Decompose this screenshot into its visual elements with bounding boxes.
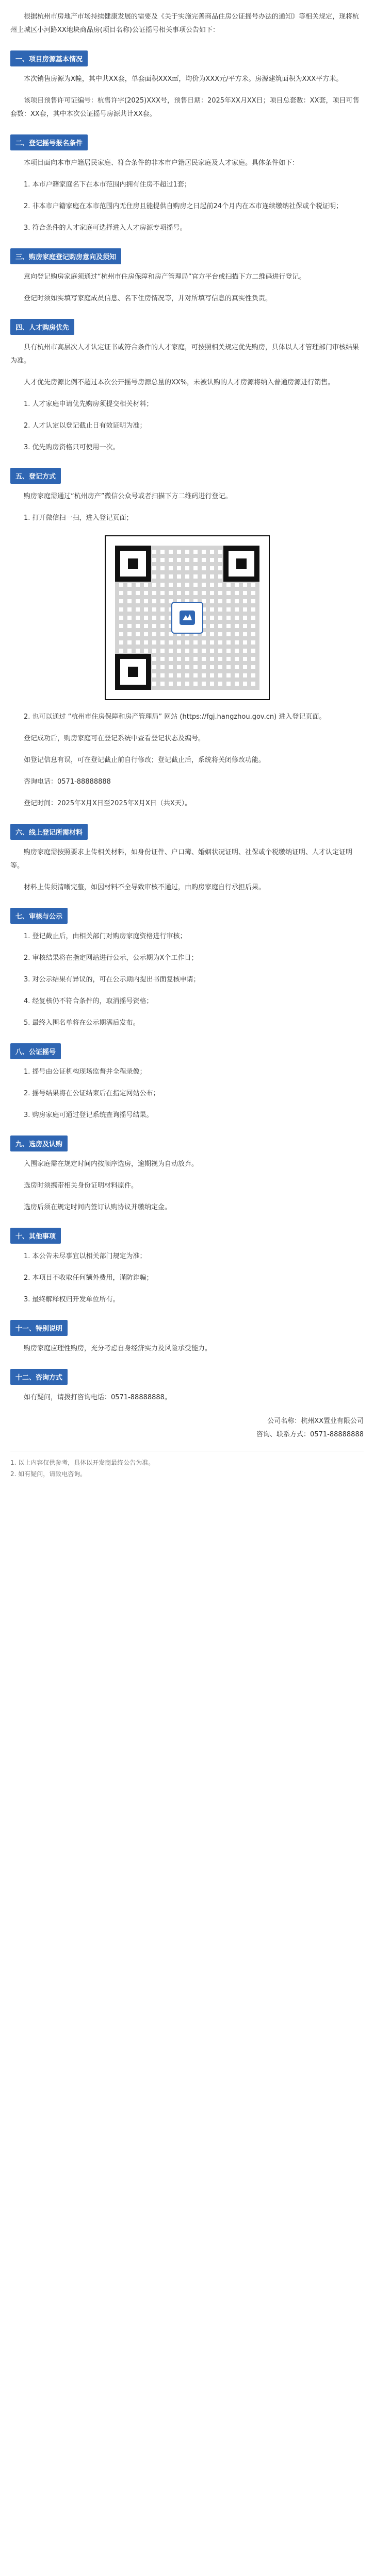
paragraph: 购房家庭需按照要求上传相关材料，如身份证件、户口簿、婚姻状况证明、社保或个税缴纳证明、人才认定证明等。 (10, 849, 353, 870)
paragraph: 选房时须携带相关身份证明材料原件。 (24, 1182, 138, 1190)
section-9 (10, 1130, 364, 1158)
section-heading: 八、公证摇号 (10, 1043, 61, 1059)
paragraph: 该项目预售许可证编号：杭售许字(2025)XXX号，预售日期：2025年XX月XX日；项目总套数：XX套，项目可售套数：XX套，其中本次公证摇号房源共计XX套。 (10, 97, 360, 118)
paragraph: 3. 优先购房资格只可使用一次。 (24, 444, 120, 451)
section-heading: 十二、咨询方式 (10, 1369, 68, 1385)
qr-code[interactable] (105, 535, 270, 700)
section-2 (10, 129, 364, 157)
paragraph: 3. 最终解释权归开发单位所有。 (24, 1296, 120, 1303)
intro-paragraph: 根据杭州市房地产市场持续健康发展的需要及《关于实施完善商品住房公证摇号办法的通知》等相关规定，现将杭州上城区小河路XX地块商品房(项目名称)公证摇号相关事项公告如下： (10, 13, 360, 34)
section-heading: 一、项目房源基本情况 (10, 50, 88, 66)
section-heading: 六、线上登记所需材料 (10, 824, 88, 840)
paragraph: 4. 经复核仍不符合条件的，取消摇号资格； (24, 997, 153, 1005)
paragraph: 购房家庭需通过“杭州房产”微信公众号或者扫描下方二维码进行登记。 (24, 493, 232, 500)
paragraph: 2. 摇号结果将在公证结束后在指定网站公布； (24, 1090, 160, 1097)
paragraph: 1. 摇号由公证机构现场监督并全程录像； (24, 1068, 147, 1076)
qr-finder (223, 546, 259, 582)
qr-finder (115, 654, 151, 690)
section-8 (10, 1038, 364, 1065)
paragraph: 2. 本项目不收取任何额外费用，谨防诈骗； (24, 1274, 153, 1282)
section-heading: 九、选房及认购 (10, 1136, 68, 1151)
contact-info: 咨询、联系方式：0571-88888888 (256, 1431, 364, 1438)
paragraph: 2. 审核结果将在指定网站进行公示，公示期为X个工作日； (24, 954, 198, 962)
qr-caption: 2. 也可以通过 “杭州市住房保障和房产管理局” 网站 (https://fgj.hangzhou.gov.cn) 进入登记页面。 (24, 713, 326, 721)
section-5 (10, 463, 364, 490)
paragraph: 1. 本公告未尽事宜以相关部门规定为准； (24, 1252, 147, 1260)
section-11 (10, 1315, 364, 1342)
qr-finder (115, 546, 151, 582)
paragraph: 2. 非本市户籍家庭在本市范围内无住房且能提供自购房之日起前24个月内在本市连续缴纳社保或个税证明； (24, 202, 343, 210)
section-heading: 十、其他事项 (10, 1228, 61, 1244)
section-heading: 五、登记方式 (10, 468, 61, 484)
paragraph: 意向登记购房家庭须通过“杭州市住房保障和房产管理局”官方平台或扫描下方二维码进行登记。 (24, 273, 306, 281)
qr-code-container (10, 535, 364, 700)
section-heading: 三、购房家庭登记购房意向及须知 (10, 248, 121, 264)
section-3 (10, 243, 364, 270)
paragraph: 本项目面向本市户籍居民家庭、符合条件的非本市户籍居民家庭及人才家庭。具体条件如下： (24, 159, 299, 167)
signature-block (10, 1415, 364, 1442)
paragraph: 人才优先房源比例不超过本次公开摇号房源总量的XX%，未被认购的人才房源将纳入普通房源进行销售。 (24, 379, 335, 386)
paragraph: 1. 人才家庭申请优先购房须提交相关材料； (24, 400, 153, 408)
section-12 (10, 1364, 364, 1391)
section-10 (10, 1223, 364, 1250)
qr-logo-icon (171, 602, 203, 634)
section-7 (10, 903, 364, 930)
paragraph: 3. 符合条件的人才家庭可选择进入人才房源专项摇号。 (24, 224, 187, 232)
section-1 (10, 45, 364, 73)
paragraph: 登记时须如实填写家庭成员信息、名下住房情况等，并对所填写信息的真实性负责。 (24, 295, 272, 302)
section-6 (10, 819, 364, 846)
paragraph: 选房后须在规定时间内签订认购协议并缴纳定金。 (24, 1204, 172, 1211)
paragraph: 如有疑问，请拨打咨询电话：0571-88888888。 (24, 1394, 171, 1401)
section-heading: 十一、特别说明 (10, 1320, 68, 1336)
paragraph: 登记成功后，购房家庭可在登记系统中查看登记状态及编号。 (24, 735, 205, 742)
paragraph: 3. 对公示结果有异议的，可在公示期内提出书面复核申请； (24, 976, 200, 984)
paragraph: 本次销售房源为X幢，其中共XX套，单套面积XXX㎡，均价为XXX元/平方米。房源建筑面积为XXX平方米。 (24, 75, 343, 83)
paragraph: 材料上传须清晰完整，如因材料不全导致审核不通过，由购房家庭自行承担后果。 (24, 884, 266, 891)
announcement-page (10, 0, 364, 1490)
paragraph: 具有杭州市高层次人才认定证书或符合条件的人才家庭，可按照相关规定优先购房，具体以人才管理部门审核结果为准。 (10, 344, 360, 365)
company-name: 公司名称：杭州XX置业有限公司 (267, 1417, 364, 1425)
paragraph: 如登记信息有误，可在登记截止前自行修改；登记截止后，系统将关闭修改功能。 (24, 756, 266, 764)
footer-notes (10, 1451, 364, 1480)
footer-note: 1. 以上内容仅供参考，具体以开发商最终公告为准。 (10, 1459, 155, 1466)
paragraph: 入围家庭需在规定时间内按顺序选房，逾期视为自动放弃。 (24, 1160, 199, 1168)
paragraph: 1. 本市户籍家庭名下在本市范围内拥有住房不超过1套； (24, 181, 191, 189)
paragraph: 5. 最终入围名单将在公示期满后发布。 (24, 1019, 140, 1027)
section-4 (10, 314, 364, 341)
paragraph: 登记时间：2025年X月X日至2025年X月X日（共X天）。 (24, 800, 192, 807)
paragraph: 3. 购房家庭可通过登记系统查询摇号结果。 (24, 1111, 153, 1119)
section-heading: 二、登记摇号报名条件 (10, 134, 88, 150)
paragraph: 1. 登记截止后，由相关部门对购房家庭资格进行审核； (24, 933, 187, 940)
paragraph: 1. 打开微信扫一扫，进入登记页面； (24, 514, 133, 522)
paragraph: 2. 人才认定以登记截止日有效证明为准； (24, 422, 147, 430)
section-heading: 四、人才购房优先 (10, 319, 74, 335)
paragraph: 咨询电话：0571-88888888 (24, 778, 111, 786)
paragraph: 购房家庭应理性购房，充分考虑自身经济实力及风险承受能力。 (24, 1345, 212, 1352)
section-heading: 七、审核与公示 (10, 908, 68, 924)
footer-note: 2. 如有疑问，请致电咨询。 (10, 1470, 87, 1478)
